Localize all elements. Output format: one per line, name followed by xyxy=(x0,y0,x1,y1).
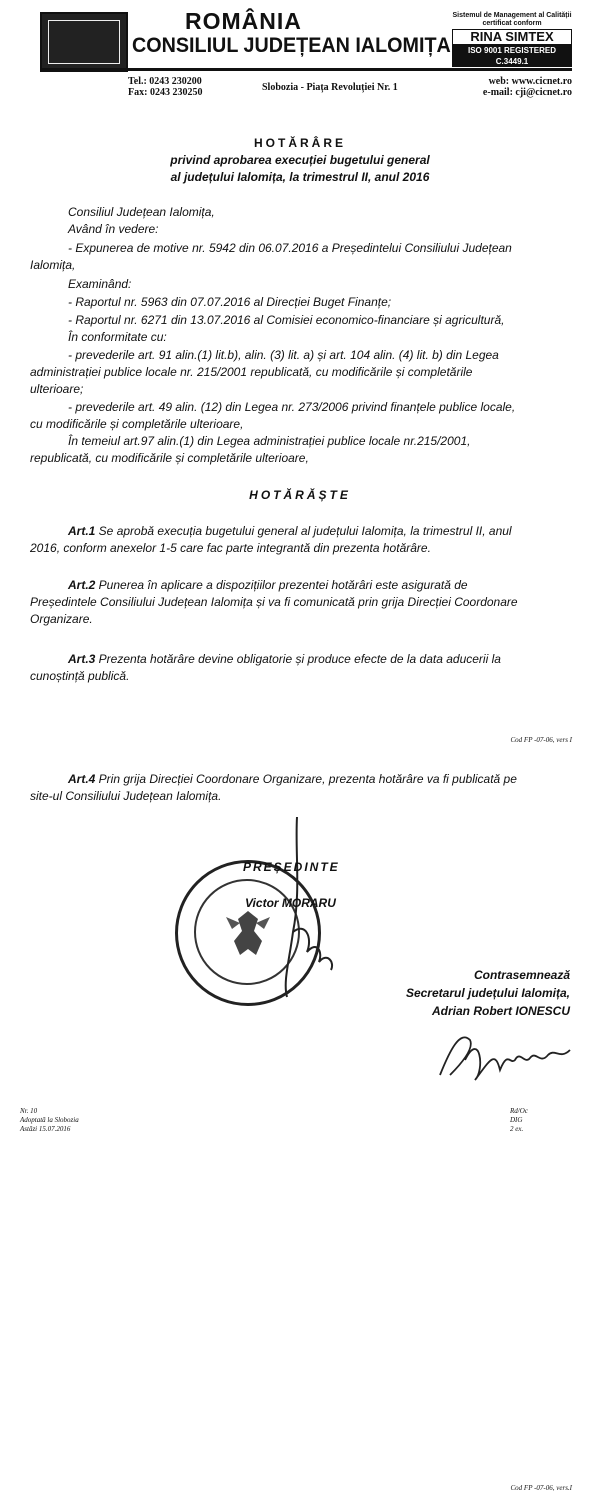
preamble-line: Consiliul Județean Ialomița, xyxy=(68,205,215,219)
footer-initials1: Rd/Oc xyxy=(510,1107,528,1115)
cert-brand: RINA SIMTEX xyxy=(452,29,572,45)
article-4-line1: Art.4 Prin grija Direcției Coordonare Organizare, prezenta hotărâre va fi publicată pe xyxy=(68,772,517,786)
footer-copies: 2 ex. xyxy=(510,1125,524,1133)
article-1-label: Art.1 xyxy=(68,524,96,538)
decides-heading: HOTĂRĂȘTE xyxy=(249,488,351,502)
preamble-line: administrației publice locale nr. 215/2001 republicată, cu modificările și completările xyxy=(30,365,473,379)
article-2-line1: Art.2 Punerea în aplicare a dispozițiilor prezentei hotărâri este asigurată de xyxy=(68,578,468,592)
preamble-line: - Raportul nr. 5963 din 07.07.2016 al Direcției Buget Finanțe; xyxy=(68,295,392,309)
preamble-line: - prevederile art. 91 alin.(1) lit.b), alin. (3) lit. a) și art. 104 alin. (4) lit. b) din Legea xyxy=(68,348,499,362)
footer-date: Astăzi 15.07.2016 xyxy=(20,1125,71,1133)
preamble-line: Examinând: xyxy=(68,277,132,291)
secretary-title: Secretarul județului Ialomița, xyxy=(405,986,570,1000)
article-2-line2: Președintele Consiliului Județean Ialomița și va fi comunicată prin grija Direcției Coordonare xyxy=(30,595,518,609)
header-email: e-mail: cji@cicnet.ro xyxy=(482,87,572,98)
header-address: Slobozia - Piața Revoluției Nr. 1 xyxy=(262,82,398,93)
preamble-line: Ialomița, xyxy=(30,258,76,272)
article-3-line2: cunoștință publică. xyxy=(30,669,130,683)
document-subtitle-line1: privind aprobarea execuției bugetului general xyxy=(170,153,430,167)
preamble-line: republicată, cu modificările și completările ulterioare, xyxy=(30,451,309,465)
footer-initials2: DIG xyxy=(510,1116,523,1124)
preamble-line: - Expunerea de motive nr. 5942 din 06.07.2016 a Președintelui Consiliului Județean xyxy=(68,241,512,255)
county-crest-logo xyxy=(40,12,128,72)
footer-adopted: Adoptată la Slobozia xyxy=(20,1116,79,1124)
countersign-title: Contrasemnează xyxy=(473,968,570,982)
header-web: web: www.cicnet.ro xyxy=(488,76,572,87)
cert-registration: ISO 9001 REGISTERED C.3449.1 xyxy=(452,45,572,67)
header-council-name: CONSILIUL JUDEȚEAN IALOMIȚA xyxy=(132,34,451,57)
quality-certificate-badge xyxy=(452,12,572,66)
article-4-label: Art.4 xyxy=(68,772,96,786)
article-3-label: Art.3 xyxy=(68,652,96,666)
article-2-label: Art.2 xyxy=(68,578,96,592)
article-2-line3: Organizare. xyxy=(30,612,93,626)
secretary-signature xyxy=(430,1020,580,1090)
preamble-line: În temeiul art.97 alin.(1) din Legea administrației publice locale nr.215/2001, xyxy=(68,434,471,448)
header-phone: Tel.: 0243 230200 xyxy=(128,76,202,87)
cert-line2: certificat conform xyxy=(482,20,542,27)
president-title: PREȘEDINTE xyxy=(243,860,340,874)
president-name: Victor MORARU xyxy=(245,896,336,910)
form-code-mid: Cod FP -07-06, vers I xyxy=(510,736,572,744)
footer-nr: Nr. 10 xyxy=(20,1107,38,1115)
document-subtitle-line2: al județului Ialomița, la trimestrul II, anul 2016 xyxy=(170,170,430,184)
preamble-line: În conformitate cu: xyxy=(68,330,167,344)
header-divider xyxy=(40,68,572,71)
preamble-line: Având în vedere: xyxy=(68,222,159,236)
preamble-line: ulterioare; xyxy=(30,382,84,396)
article-3-line1: Art.3 Prezenta hotărâre devine obligatorie și produce efecte de la data aducerii la xyxy=(68,652,501,666)
article-4-line2: site-ul Consiliului Județean Ialomița. xyxy=(30,789,222,803)
header-fax: Fax: 0243 230250 xyxy=(128,87,203,98)
preamble-line: - Raportul nr. 6271 din 13.07.2016 al Comisiei economico-financiare și agricultură, xyxy=(68,313,505,327)
article-1-line2: 2016, conform anexelor 1-5 care fac parte integrantă din prezenta hotărâre. xyxy=(30,541,431,555)
document-title: HOTĂRÂRE xyxy=(254,136,346,150)
cert-line1: Sistemul de Management al Calității xyxy=(452,12,572,19)
form-code-bottom: Cod FP -07-06, vers.I xyxy=(510,1484,572,1492)
secretary-name: Adrian Robert IONESCU xyxy=(431,1004,570,1018)
preamble-line: - prevederile art. 49 alin. (12) din Legea nr. 273/2006 privind finanțele publice locale, xyxy=(68,400,516,414)
header-country: ROMÂNIA xyxy=(185,8,302,34)
article-1-line1: Art.1 Se aprobă execuția bugetului general al județului Ialomița, la trimestrul II, anul xyxy=(68,524,512,538)
preamble-line: cu modificările și completările ulterioare, xyxy=(30,417,244,431)
